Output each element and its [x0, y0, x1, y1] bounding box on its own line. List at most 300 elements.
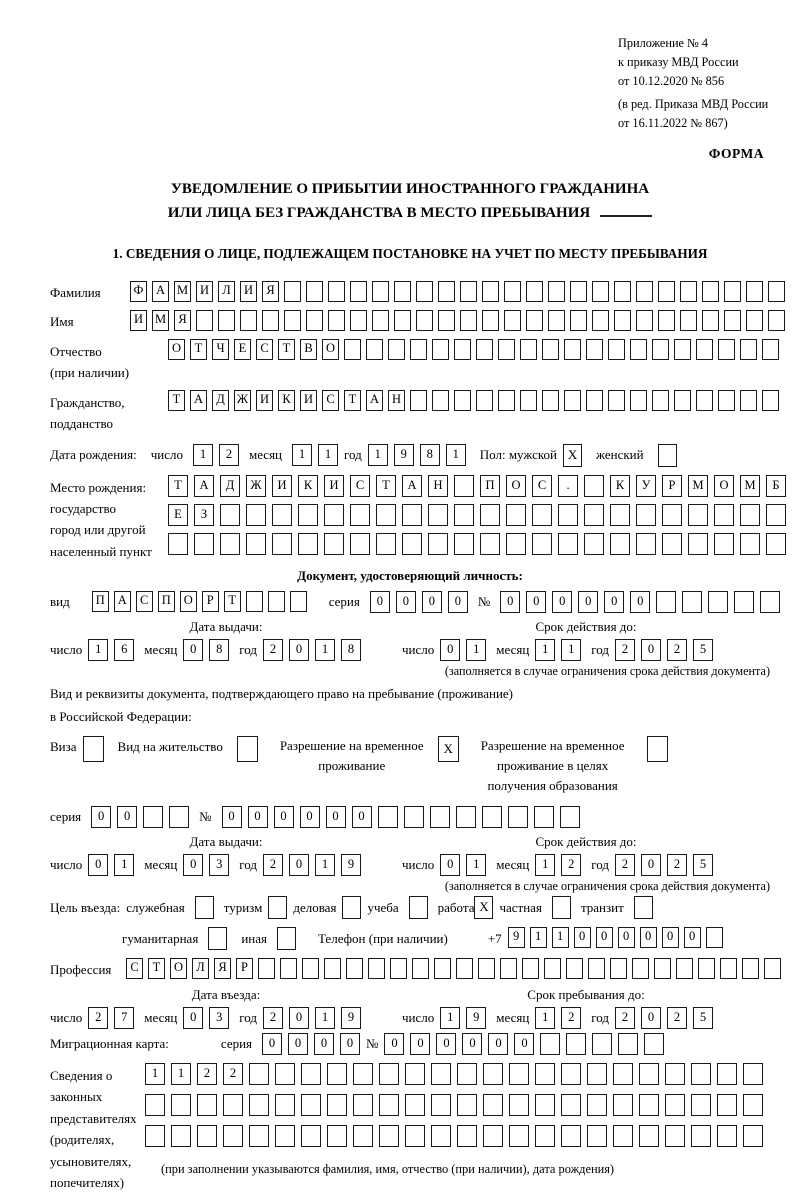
char-cell[interactable]: 1	[535, 639, 555, 661]
char-cell[interactable]: Л	[218, 281, 235, 302]
char-cell[interactable]: 0	[526, 591, 546, 613]
char-cell[interactable]	[508, 806, 528, 828]
char-cell[interactable]	[290, 591, 307, 612]
char-cell[interactable]	[542, 390, 559, 411]
char-cell[interactable]	[346, 958, 363, 979]
char-cell[interactable]	[171, 1094, 191, 1116]
char-cell[interactable]: А	[190, 390, 207, 411]
char-cell[interactable]	[432, 390, 449, 411]
char-cell[interactable]	[766, 504, 786, 526]
char-cell[interactable]	[302, 958, 319, 979]
char-cell[interactable]	[509, 1125, 529, 1147]
char-cell[interactable]	[613, 1094, 633, 1116]
char-cell[interactable]	[350, 504, 370, 526]
char-cell[interactable]	[610, 533, 630, 555]
char-cell[interactable]: С	[136, 591, 153, 612]
entry-year-cells[interactable]	[263, 1007, 361, 1029]
char-cell[interactable]	[301, 1063, 321, 1085]
char-cell[interactable]: 0	[630, 591, 650, 613]
char-cell[interactable]: 0	[641, 1007, 661, 1029]
char-cell[interactable]	[428, 533, 448, 555]
char-cell[interactable]	[740, 533, 760, 555]
char-cell[interactable]	[482, 310, 499, 331]
char-cell[interactable]: 7	[114, 1007, 134, 1029]
char-cell[interactable]: 1	[171, 1063, 191, 1085]
char-cell[interactable]	[566, 1033, 586, 1055]
char-cell[interactable]	[500, 958, 517, 979]
char-cell[interactable]: 2	[615, 854, 635, 876]
char-cell[interactable]	[682, 591, 702, 613]
char-cell[interactable]	[570, 310, 587, 331]
char-cell[interactable]	[169, 806, 189, 828]
checkbox-purpose-study[interactable]	[409, 896, 428, 919]
char-cell[interactable]	[592, 310, 609, 331]
char-cell[interactable]: Т	[190, 339, 207, 360]
char-cell[interactable]	[324, 504, 344, 526]
char-cell[interactable]: О	[168, 339, 185, 360]
char-cell[interactable]	[327, 1094, 347, 1116]
char-cell[interactable]	[327, 1125, 347, 1147]
char-cell[interactable]	[548, 281, 565, 302]
char-cell[interactable]	[379, 1063, 399, 1085]
char-cell[interactable]	[480, 504, 500, 526]
char-cell[interactable]	[768, 310, 785, 331]
char-cell[interactable]: О	[322, 339, 339, 360]
char-cell[interactable]: Я	[214, 958, 231, 979]
char-cell[interactable]: 0	[440, 854, 460, 876]
char-cell[interactable]: 0	[289, 639, 309, 661]
doc-series-cells[interactable]	[370, 591, 468, 613]
char-cell[interactable]	[416, 281, 433, 302]
checkbox-temp-edu-permit[interactable]	[647, 736, 668, 762]
char-cell[interactable]: 0	[448, 591, 468, 613]
checkbox-female[interactable]	[658, 444, 677, 467]
char-cell[interactable]	[636, 533, 656, 555]
char-cell[interactable]	[394, 310, 411, 331]
stay-series-cells[interactable]	[91, 806, 189, 828]
id-valid-year-cells[interactable]	[615, 639, 713, 661]
char-cell[interactable]	[535, 1125, 555, 1147]
char-cell[interactable]	[610, 504, 630, 526]
char-cell[interactable]	[561, 1063, 581, 1085]
checkbox-purpose-tourism[interactable]	[268, 896, 287, 919]
char-cell[interactable]	[613, 1125, 633, 1147]
char-cell[interactable]	[405, 1125, 425, 1147]
char-cell[interactable]	[454, 475, 474, 497]
char-cell[interactable]: 1	[114, 854, 134, 876]
name-cells[interactable]	[130, 310, 785, 331]
char-cell[interactable]	[431, 1125, 451, 1147]
char-cell[interactable]	[696, 390, 713, 411]
char-cell[interactable]	[706, 927, 723, 948]
char-cell[interactable]	[306, 281, 323, 302]
birthplace-cells-2[interactable]	[168, 504, 786, 526]
id-valid-day-cells[interactable]	[440, 639, 486, 661]
char-cell[interactable]: 0	[183, 854, 203, 876]
char-cell[interactable]: 2	[88, 1007, 108, 1029]
char-cell[interactable]: 0	[410, 1033, 430, 1055]
char-cell[interactable]	[665, 1094, 685, 1116]
checkbox-residence-permit[interactable]	[237, 736, 258, 762]
char-cell[interactable]	[639, 1125, 659, 1147]
char-cell[interactable]	[506, 533, 526, 555]
char-cell[interactable]	[504, 281, 521, 302]
char-cell[interactable]	[298, 504, 318, 526]
char-cell[interactable]	[145, 1125, 165, 1147]
char-cell[interactable]: 9	[394, 444, 414, 466]
char-cell[interactable]: П	[480, 475, 500, 497]
char-cell[interactable]: 1	[292, 444, 312, 466]
char-cell[interactable]: 3	[209, 854, 229, 876]
char-cell[interactable]	[376, 533, 396, 555]
char-cell[interactable]	[366, 339, 383, 360]
char-cell[interactable]	[404, 806, 424, 828]
char-cell[interactable]	[708, 591, 728, 613]
char-cell[interactable]: 0	[91, 806, 111, 828]
char-cell[interactable]: Я	[262, 281, 279, 302]
char-cell[interactable]	[592, 281, 609, 302]
char-cell[interactable]	[454, 504, 474, 526]
char-cell[interactable]: 0	[183, 1007, 203, 1029]
char-cell[interactable]: Н	[428, 475, 448, 497]
char-cell[interactable]: Д	[212, 390, 229, 411]
migcard-series-cells[interactable]	[262, 1033, 360, 1055]
stay-valid-year-cells[interactable]	[615, 854, 713, 876]
char-cell[interactable]: Р	[662, 475, 682, 497]
char-cell[interactable]: 0	[384, 1033, 404, 1055]
char-cell[interactable]	[240, 310, 257, 331]
char-cell[interactable]: Т	[278, 339, 295, 360]
char-cell[interactable]	[324, 958, 341, 979]
char-cell[interactable]	[476, 390, 493, 411]
char-cell[interactable]	[696, 339, 713, 360]
char-cell[interactable]: Т	[344, 390, 361, 411]
char-cell[interactable]	[676, 958, 693, 979]
char-cell[interactable]	[168, 533, 188, 555]
char-cell[interactable]: О	[180, 591, 197, 612]
char-cell[interactable]: И	[240, 281, 257, 302]
char-cell[interactable]	[588, 958, 605, 979]
char-cell[interactable]	[353, 1063, 373, 1085]
char-cell[interactable]: 5	[693, 639, 713, 661]
char-cell[interactable]	[143, 806, 163, 828]
char-cell[interactable]	[454, 390, 471, 411]
char-cell[interactable]	[688, 533, 708, 555]
profession-cells[interactable]	[126, 958, 781, 979]
char-cell[interactable]: С	[532, 475, 552, 497]
char-cell[interactable]	[376, 504, 396, 526]
char-cell[interactable]: 9	[341, 854, 361, 876]
char-cell[interactable]	[498, 339, 515, 360]
char-cell[interactable]: 0	[684, 927, 701, 948]
char-cell[interactable]	[520, 390, 537, 411]
char-cell[interactable]	[306, 310, 323, 331]
birthplace-cells-3[interactable]	[168, 533, 786, 555]
char-cell[interactable]: 0	[462, 1033, 482, 1055]
char-cell[interactable]	[432, 339, 449, 360]
char-cell[interactable]	[498, 390, 515, 411]
char-cell[interactable]: 0	[604, 591, 624, 613]
char-cell[interactable]: 2	[263, 639, 283, 661]
char-cell[interactable]	[768, 281, 785, 302]
char-cell[interactable]: Н	[388, 390, 405, 411]
char-cell[interactable]: 3	[209, 1007, 229, 1029]
char-cell[interactable]	[478, 958, 495, 979]
char-cell[interactable]: 0	[641, 854, 661, 876]
char-cell[interactable]	[476, 339, 493, 360]
surname-cells[interactable]	[130, 281, 785, 302]
char-cell[interactable]	[416, 310, 433, 331]
char-cell[interactable]: 0	[274, 806, 294, 828]
char-cell[interactable]	[405, 1094, 425, 1116]
char-cell[interactable]	[483, 1094, 503, 1116]
char-cell[interactable]	[717, 1094, 737, 1116]
char-cell[interactable]	[720, 958, 737, 979]
char-cell[interactable]	[262, 310, 279, 331]
char-cell[interactable]: 1	[535, 1007, 555, 1029]
char-cell[interactable]	[564, 339, 581, 360]
checkbox-purpose-transit[interactable]	[634, 896, 653, 919]
char-cell[interactable]	[608, 390, 625, 411]
char-cell[interactable]: 9	[341, 1007, 361, 1029]
char-cell[interactable]	[665, 1063, 685, 1085]
char-cell[interactable]: 8	[209, 639, 229, 661]
char-cell[interactable]	[194, 533, 214, 555]
char-cell[interactable]	[636, 310, 653, 331]
citizenship-cells[interactable]	[168, 390, 779, 411]
char-cell[interactable]	[368, 958, 385, 979]
char-cell[interactable]: 0	[514, 1033, 534, 1055]
char-cell[interactable]	[483, 1063, 503, 1085]
char-cell[interactable]: М	[174, 281, 191, 302]
char-cell[interactable]	[584, 475, 604, 497]
char-cell[interactable]	[691, 1063, 711, 1085]
char-cell[interactable]	[540, 1033, 560, 1055]
char-cell[interactable]: О	[170, 958, 187, 979]
char-cell[interactable]: П	[92, 591, 109, 612]
char-cell[interactable]	[561, 1094, 581, 1116]
char-cell[interactable]	[394, 281, 411, 302]
char-cell[interactable]	[431, 1063, 451, 1085]
char-cell[interactable]: С	[350, 475, 370, 497]
char-cell[interactable]: 1	[561, 639, 581, 661]
char-cell[interactable]	[275, 1063, 295, 1085]
char-cell[interactable]: Ф	[130, 281, 147, 302]
char-cell[interactable]	[272, 504, 292, 526]
char-cell[interactable]: .	[558, 475, 578, 497]
checkbox-purpose-other[interactable]	[277, 927, 296, 950]
char-cell[interactable]: 1	[535, 854, 555, 876]
char-cell[interactable]	[223, 1094, 243, 1116]
id-issue-month-cells[interactable]	[183, 639, 229, 661]
char-cell[interactable]: С	[126, 958, 143, 979]
checkbox-male[interactable]: X	[563, 444, 582, 467]
char-cell[interactable]	[301, 1125, 321, 1147]
char-cell[interactable]: Е	[168, 504, 188, 526]
char-cell[interactable]: М	[740, 475, 760, 497]
char-cell[interactable]	[532, 533, 552, 555]
char-cell[interactable]	[652, 339, 669, 360]
char-cell[interactable]: 8	[420, 444, 440, 466]
char-cell[interactable]	[586, 390, 603, 411]
char-cell[interactable]	[644, 1033, 664, 1055]
char-cell[interactable]	[353, 1125, 373, 1147]
char-cell[interactable]: 5	[693, 1007, 713, 1029]
char-cell[interactable]	[171, 1125, 191, 1147]
char-cell[interactable]	[658, 310, 675, 331]
char-cell[interactable]: 0	[289, 854, 309, 876]
char-cell[interactable]	[740, 339, 757, 360]
char-cell[interactable]	[743, 1125, 763, 1147]
char-cell[interactable]: 1	[315, 1007, 335, 1029]
char-cell[interactable]	[457, 1063, 477, 1085]
char-cell[interactable]	[328, 281, 345, 302]
char-cell[interactable]	[410, 390, 427, 411]
char-cell[interactable]: А	[152, 281, 169, 302]
char-cell[interactable]	[734, 591, 754, 613]
char-cell[interactable]: Ч	[212, 339, 229, 360]
char-cell[interactable]	[388, 339, 405, 360]
char-cell[interactable]	[636, 504, 656, 526]
char-cell[interactable]	[764, 958, 781, 979]
char-cell[interactable]: И	[324, 475, 344, 497]
migcard-number-cells[interactable]	[384, 1033, 664, 1055]
id-issue-day-cells[interactable]	[88, 639, 134, 661]
char-cell[interactable]	[402, 533, 422, 555]
char-cell[interactable]	[614, 310, 631, 331]
char-cell[interactable]	[691, 1125, 711, 1147]
char-cell[interactable]: 0	[440, 639, 460, 661]
char-cell[interactable]	[674, 339, 691, 360]
char-cell[interactable]	[372, 310, 389, 331]
char-cell[interactable]	[743, 1063, 763, 1085]
char-cell[interactable]	[586, 339, 603, 360]
char-cell[interactable]: 2	[615, 1007, 635, 1029]
char-cell[interactable]	[258, 958, 275, 979]
char-cell[interactable]	[509, 1094, 529, 1116]
char-cell[interactable]	[483, 1125, 503, 1147]
char-cell[interactable]: 0	[340, 1033, 360, 1055]
phone-cells[interactable]	[508, 927, 723, 948]
char-cell[interactable]	[762, 339, 779, 360]
birthplace-cells-1[interactable]	[168, 475, 786, 497]
char-cell[interactable]	[430, 806, 450, 828]
char-cell[interactable]: 1	[318, 444, 338, 466]
char-cell[interactable]: Т	[168, 475, 188, 497]
char-cell[interactable]: Б	[766, 475, 786, 497]
char-cell[interactable]	[558, 533, 578, 555]
checkbox-purpose-private[interactable]	[552, 896, 571, 919]
char-cell[interactable]: Я	[174, 310, 191, 331]
char-cell[interactable]: Т	[148, 958, 165, 979]
char-cell[interactable]: А	[402, 475, 422, 497]
char-cell[interactable]	[691, 1094, 711, 1116]
char-cell[interactable]	[223, 1125, 243, 1147]
checkbox-temp-permit[interactable]: X	[438, 736, 459, 762]
char-cell[interactable]	[665, 1125, 685, 1147]
char-cell[interactable]	[717, 1125, 737, 1147]
char-cell[interactable]: 1	[446, 444, 466, 466]
char-cell[interactable]	[379, 1125, 399, 1147]
char-cell[interactable]	[301, 1094, 321, 1116]
checkbox-purpose-work[interactable]: X	[474, 896, 493, 919]
char-cell[interactable]: 2	[197, 1063, 217, 1085]
char-cell[interactable]: А	[366, 390, 383, 411]
char-cell[interactable]	[632, 958, 649, 979]
char-cell[interactable]: И	[130, 310, 147, 331]
char-cell[interactable]	[746, 281, 763, 302]
char-cell[interactable]	[639, 1063, 659, 1085]
char-cell[interactable]	[662, 533, 682, 555]
char-cell[interactable]: 1	[368, 444, 388, 466]
char-cell[interactable]	[390, 958, 407, 979]
char-cell[interactable]: 1	[145, 1063, 165, 1085]
char-cell[interactable]: 0	[578, 591, 598, 613]
char-cell[interactable]	[454, 339, 471, 360]
char-cell[interactable]: 0	[396, 591, 416, 613]
char-cell[interactable]	[548, 310, 565, 331]
char-cell[interactable]	[246, 533, 266, 555]
char-cell[interactable]	[614, 281, 631, 302]
stay-number-cells[interactable]	[222, 806, 580, 828]
char-cell[interactable]	[218, 310, 235, 331]
char-cell[interactable]	[587, 1063, 607, 1085]
char-cell[interactable]	[457, 1125, 477, 1147]
char-cell[interactable]	[482, 281, 499, 302]
char-cell[interactable]	[197, 1125, 217, 1147]
char-cell[interactable]: 2	[223, 1063, 243, 1085]
char-cell[interactable]	[438, 310, 455, 331]
char-cell[interactable]	[402, 504, 422, 526]
char-cell[interactable]: 2	[263, 854, 283, 876]
stay-until-day-cells[interactable]	[440, 1007, 486, 1029]
char-cell[interactable]	[584, 504, 604, 526]
char-cell[interactable]: 0	[436, 1033, 456, 1055]
char-cell[interactable]	[344, 339, 361, 360]
char-cell[interactable]	[268, 591, 285, 612]
doc-kind-cells[interactable]	[92, 591, 307, 612]
char-cell[interactable]: А	[194, 475, 214, 497]
char-cell[interactable]	[542, 339, 559, 360]
checkbox-purpose-business[interactable]	[342, 896, 361, 919]
char-cell[interactable]: 0	[662, 927, 679, 948]
char-cell[interactable]: И	[196, 281, 213, 302]
char-cell[interactable]: 0	[88, 854, 108, 876]
char-cell[interactable]	[284, 310, 301, 331]
char-cell[interactable]	[438, 281, 455, 302]
char-cell[interactable]	[587, 1094, 607, 1116]
char-cell[interactable]: И	[300, 390, 317, 411]
char-cell[interactable]	[532, 504, 552, 526]
stay-issue-month-cells[interactable]	[183, 854, 229, 876]
char-cell[interactable]	[639, 1094, 659, 1116]
char-cell[interactable]	[220, 504, 240, 526]
char-cell[interactable]	[662, 504, 682, 526]
char-cell[interactable]: 1	[440, 1007, 460, 1029]
char-cell[interactable]	[410, 339, 427, 360]
char-cell[interactable]: Т	[224, 591, 241, 612]
char-cell[interactable]	[714, 504, 734, 526]
char-cell[interactable]: К	[610, 475, 630, 497]
stay-valid-day-cells[interactable]	[440, 854, 486, 876]
char-cell[interactable]	[350, 281, 367, 302]
char-cell[interactable]	[740, 504, 760, 526]
char-cell[interactable]: 0	[370, 591, 390, 613]
char-cell[interactable]: Д	[220, 475, 240, 497]
char-cell[interactable]	[460, 281, 477, 302]
char-cell[interactable]: 0	[300, 806, 320, 828]
char-cell[interactable]	[613, 1063, 633, 1085]
